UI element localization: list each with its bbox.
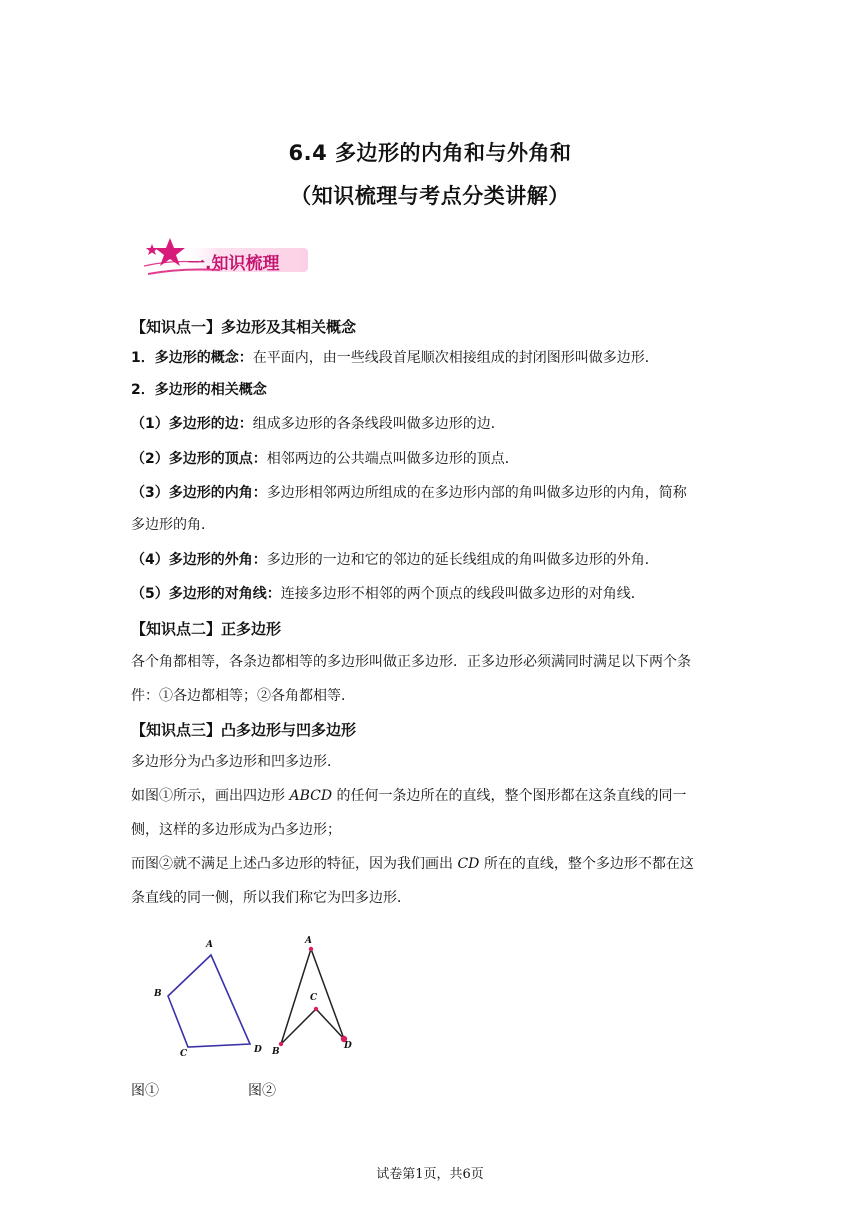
banner-label: 一.知识梳理 <box>188 254 280 274</box>
page-subtitle: （知识梳理与考点分类讲解） <box>290 184 570 208</box>
vertex-c-dot <box>314 1007 318 1011</box>
k3-line3: 侧，这样的多边形成为凸多边形； <box>131 822 341 838</box>
k1-sub4: （4）多边形的外角：多边形的一边和它的邻边的延长线组成的角叫做多边形的外角． <box>131 552 659 568</box>
fig2-label-a: A <box>305 936 312 946</box>
k1-heading: 【知识点一】多边形及其相关概念 <box>131 318 357 336</box>
k1-sub3: （3）多边形的内角：多边形相邻两边所组成的在多边形内部的角叫做多边形的内角，简称 <box>131 485 687 501</box>
page-footer: 试卷第1页，共6页 <box>376 1167 484 1182</box>
k3-line2: 如图①所示，画出四边形 ABCD 的任何一条边所在的直线，整个图形都在这条直线的同一 <box>131 788 687 804</box>
fig2-label-c: C <box>310 993 318 1003</box>
k1-line2: 2．多边形的相关概念 <box>131 382 267 398</box>
page-title: 6.4 多边形的内角和与外角和 <box>288 141 572 165</box>
convex-polygon <box>168 955 250 1047</box>
vertex-b-dot <box>279 1042 283 1046</box>
k3-line4: 而图②就不满足上述凸多边形的特征，因为我们画出 CD 所在的直线，整个多边形不都在这 <box>131 856 694 872</box>
fig1-label-b: B <box>154 989 162 999</box>
fig2-label-d: D <box>344 1041 352 1051</box>
k3-line5: 条直线的同一侧，所以我们称它为凹多边形． <box>131 890 411 906</box>
fig2-label-b: B <box>272 1047 280 1057</box>
k1-sub1: （1）多边形的边：组成多边形的各条线段叫做多边形的边． <box>131 416 505 432</box>
fig1-caption: 图① <box>131 1083 159 1099</box>
fig1-label-a: A <box>206 940 213 950</box>
fig1-label-d: D <box>254 1045 262 1055</box>
k1-sub3-cont: 多边形的角． <box>131 517 215 533</box>
fig1-label-c: C <box>180 1049 188 1059</box>
section-banner <box>140 234 310 280</box>
fig2-caption: 图② <box>248 1083 276 1099</box>
k1-sub2: （2）多边形的顶点：相邻两边的公共端点叫做多边形的顶点． <box>131 451 519 467</box>
k3-line1: 多边形分为凸多边形和凹多边形． <box>131 754 341 770</box>
k2-line2: 件：①各边都相等；②各角都相等． <box>131 688 355 704</box>
k2-heading: 【知识点二】正多边形 <box>131 620 282 638</box>
k2-line1: 各个角都相等，各条边都相等的多边形叫做正多边形．正多边形必须满同时满足以下两个条 <box>131 654 691 670</box>
vertex-a-dot <box>309 947 313 951</box>
k1-sub5: （5）多边形的对角线：连接多边形不相邻的两个顶点的线段叫做多边形的对角线． <box>131 586 645 602</box>
k3-heading: 【知识点三】凸多边形与凹多边形 <box>131 721 357 739</box>
k1-line1: 1．多边形的概念：在平面内，由一些线段首尾顺次相接组成的封闭图形叫做多边形． <box>131 350 659 366</box>
